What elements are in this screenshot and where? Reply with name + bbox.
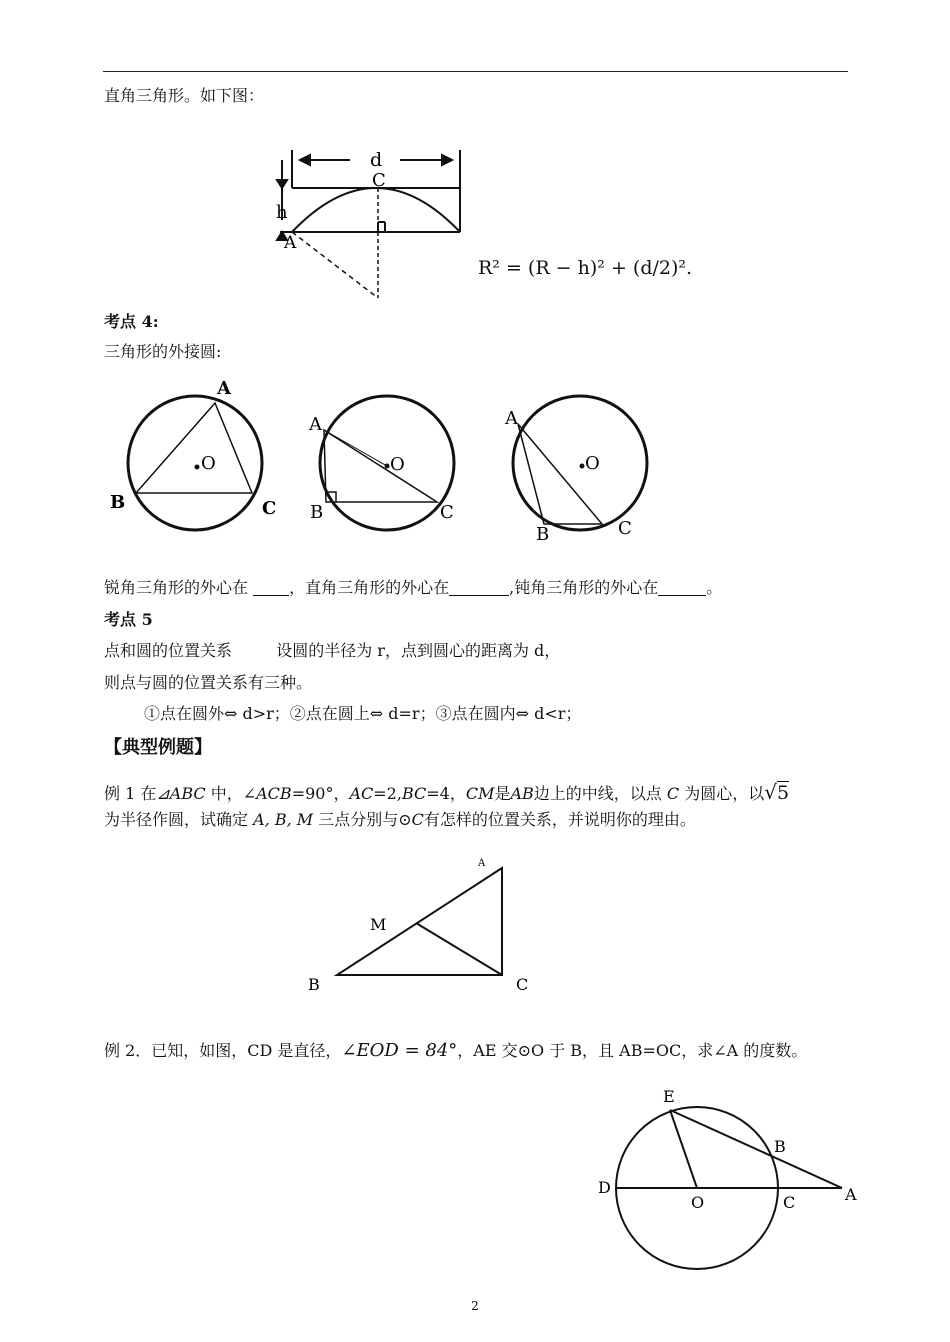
label-c: C — [372, 170, 386, 191]
ex2-label-b: B — [774, 1137, 786, 1156]
ex1-ac: AC — [349, 784, 374, 803]
ex1-points: A, B, M — [248, 810, 319, 829]
ex1-line2-b: 三点分别与⊙ — [318, 810, 412, 829]
c1-label-o: O — [201, 453, 216, 474]
ex2-text-a: 例 2．已知，如图，CD 是直径， — [104, 1041, 342, 1060]
kaodian4-title: 考点 4: — [104, 312, 159, 331]
label-d: d — [370, 149, 383, 171]
ex1-circle-c: C — [411, 810, 424, 829]
ex1-ab: AB — [510, 784, 534, 803]
kaodian4-subtitle: 三角形的外接圆: — [104, 342, 222, 361]
example1-triangle-figure — [300, 850, 540, 1000]
ex1-median-text: 边上的中线，以点 — [533, 784, 662, 803]
ex1-label-c: C — [516, 975, 529, 994]
label-h: h — [276, 202, 288, 223]
sentence-end: 。 — [706, 578, 723, 597]
formula: R² = (R − h)² + (d/2)². — [478, 257, 693, 279]
ex1-bc-val: =4， — [426, 784, 466, 803]
c1-label-c: C — [262, 498, 277, 519]
blank-right[interactable] — [449, 579, 509, 596]
circumcenter-sentence — [104, 578, 722, 598]
label-a: A — [284, 233, 297, 253]
ex2-label-a: A — [845, 1185, 857, 1204]
circumcircle-figures — [100, 372, 660, 542]
ex2-text-b: ，AE 交⊙O 于 B，且 AB=OC，求∠A 的度数。 — [457, 1041, 808, 1060]
ex1-ac-val: =2, — [373, 784, 402, 803]
page-number: 2 — [471, 1299, 479, 1313]
ex1-prefix: 例 1 在 — [104, 784, 157, 803]
ex2-label-c: C — [783, 1193, 796, 1212]
examples-heading: 【典型例题】 — [104, 737, 212, 758]
blank-obtuse[interactable] — [658, 579, 706, 596]
ex1-line2-c: 有怎样的位置关系，并说明你的理由。 — [423, 810, 696, 829]
sentence-part-right: ，直角三角形的外心在 — [289, 578, 450, 597]
ex1-angle: ∠ACB — [242, 784, 292, 803]
c2-label-o: O — [390, 454, 405, 475]
blank-acute[interactable] — [253, 579, 289, 596]
ex1-90: =90°， — [291, 784, 350, 803]
example2-circle-figure — [590, 1080, 880, 1280]
sentence-part-obtuse: ,钝角三角形的外心在 — [509, 578, 659, 597]
kaodian5-title: 考点 5 — [104, 610, 153, 629]
ex2-label-o: O — [691, 1193, 705, 1212]
c3-label-o: O — [585, 453, 600, 474]
ex2-label-e: E — [663, 1087, 675, 1106]
example2-line — [104, 1041, 807, 1061]
kaodian5-line1 — [104, 641, 560, 661]
ex1-sqrt-arg: 5 — [776, 782, 790, 804]
ex1-center-c: C — [661, 784, 685, 803]
example1-line2 — [104, 810, 696, 830]
intro-line: 直角三角形。如下图： — [104, 86, 265, 105]
kaodian5-line2: 则点与圆的位置关系有三种。 — [104, 673, 313, 692]
c2-label-c: C — [440, 502, 454, 523]
ex1-shi: 是 — [494, 784, 511, 803]
ex2-angle: ∠EOD = 84° — [341, 1040, 458, 1061]
ex1-label-b: B — [308, 975, 320, 994]
kaodian5-line3: ①点在圆外⇔ d>r；②点在圆上⇔ d=r；③点在圆内⇔ d<r； — [144, 704, 582, 723]
kaodian5-line1-a: 点和圆的位置关系 — [104, 641, 233, 660]
c1-label-a: A — [217, 378, 231, 399]
kaodian5-line1-b: 设圆的半径为 r，点到圆心的距离为 d， — [276, 641, 561, 660]
c2-label-b: B — [310, 502, 324, 523]
sentence-part-acute: 锐角三角形的外心在 — [104, 578, 249, 597]
c3-label-b: B — [536, 524, 550, 542]
c2-label-a: A — [309, 414, 322, 435]
ex1-bc: BC — [401, 784, 427, 803]
arch-figure — [260, 140, 490, 305]
ex1-radius-text: 为圆心，以 — [684, 784, 765, 803]
header-rule — [103, 71, 848, 72]
example1-line1: 例 1 在⊿ABC 中，∠ACB=90°，AC=2,BC=4，CM是AB边上的中线，以点 C 为圆心，以√5 — [104, 780, 790, 804]
c1-label-b: B — [110, 492, 126, 513]
ex1-label-a: A — [478, 858, 486, 869]
ex1-label-m: M — [370, 915, 387, 934]
c3-label-a: A — [505, 408, 518, 429]
ex2-label-d: D — [598, 1178, 611, 1197]
ex1-zhong: 中， — [205, 784, 243, 803]
ex1-line2-a: 为半径作圆，试确定 — [104, 810, 249, 829]
c3-label-c: C — [618, 518, 632, 539]
ex1-cm: CM — [465, 784, 495, 803]
ex1-triangle: ⊿ABC — [156, 784, 206, 803]
